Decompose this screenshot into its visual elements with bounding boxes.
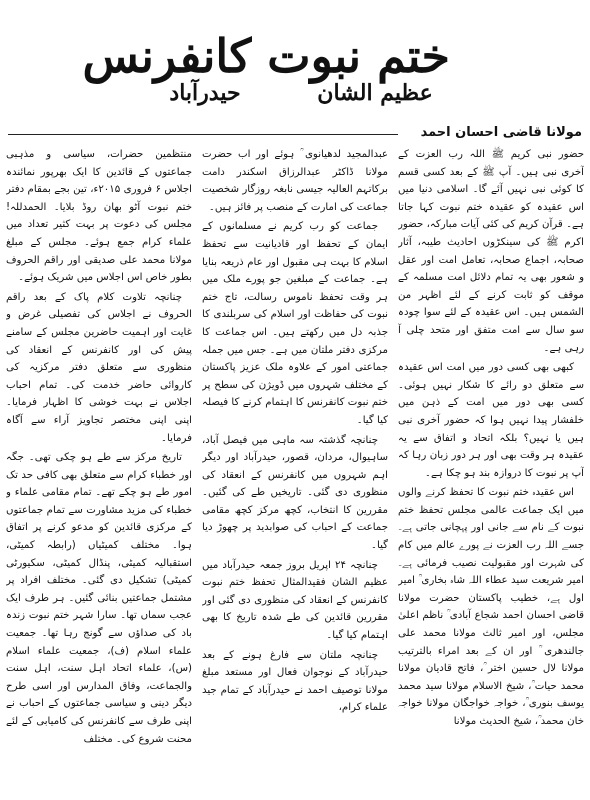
- paragraph: تاریخ مرکز سے طے ہو چکی تھی۔ جگہ اور خطباء کرام سے متعلق بھی کافی حد تک امور طے ہو چکے تھے۔ تمام مقامی علماء و خطباء کی مزید مشاورت سے تمام جماعتوں کے مرکزی قائدین کو مدعو کرنے پر اتفاق ہوا۔ مختلف کمیٹیاں (رابطہ کمیٹی، استقبالیہ کمیٹی، پنڈال کمیٹی، سکیورٹی کمیٹی) تشکیل دی گئی۔ مختلف افراد پر مشتمل جماعتیں بنائی گئیں۔ ہر طرف ایک عجب سماں تھا۔ سارا شہر ختم نبوت زندہ باد کی صداؤں سے گونج رہا تھا۔ جمعیت علماء اسلام (ف)، جمعیت علماء اسلام (س)، علماء اتحاد اہل سنت، اہل سنت والجماعت، وفاق المدارس اور اسی طرح دیگر دینی و سیاسی جماعتوں کے احباب نے اپنی طرف سے کانفرنس کی کامیابی کے لئے محنت شروع کی۔ مختلف: [6, 452, 192, 745]
- column-2: [202, 146, 388, 796]
- subhead-prefix: عظیم الشان: [317, 80, 433, 106]
- paragraph: چنانچہ ملتان سے فارغ ہونے کے بعد حیدرآباد کے نوجوان فعال اور مستعد مبلغ مولانا توصیف احمد نے حیدرآباد کے تمام جید علماء کرام،: [202, 649, 388, 714]
- paragraph: حضور نبی کریم ﷺ اللہ رب العزت کے آخری نبی ہیں۔ آپ ﷺ کے بعد کسی قسم کا کوئی نبی نہیں آئے گا۔ اسلامی دنیا میں اس عقیدہ کو عقیدہ ختم نبوت کہا جاتا ہے۔ قرآن کریم کی کئی آیات مبارکہ، حضور اکرم ﷺ کی سینکڑوں احادیث طیبہ، آثار صحابہ، اجماع صحابہ، تعامل امت اور عقل و شعور بھی یہ تمام دلائل امت مسلمہ کے موقف کو ثابت کرنے کے لئے اظہر من الشمس ہیں۔ اس عقیدہ کے لئے سوا چودہ سو سال سے امت متفق اور متحد چلی آ رہی ہے۔: [398, 149, 584, 354]
- paragraph: اس عقیدہ ختم نبوت کا تحفظ کرنے والوں میں ایک جماعت عالمی مجلس تحفظ ختم نبوت کے نام سے جانی اور پہچانی جاتی ہے۔ جسے اللہ رب العزت نے پورے عالم میں کام کی شہرت اور مقبولیت نصیب فرمائی ہے۔ امیر شریعت سید عطاء اللہ شاہ بخاری ؒ امیر اول ہے، خطیب پاکستان حضرت مولانا قاضی احسان احمد شجاع آبادی ؒ ناظم اعلیٰ مجلس، اور امیر ثالث مولانا محمد علی جالندھری ؒ اور ان کے بعد امراء بالترتیب مولانا لال حسین اختر ؒ، فاتح قادیان مولانا محمد حیات ؒ، شیخ الاسلام مولانا سید محمد یوسف بنوری ؒ، خواجہ خواجگان مولانا خواجہ خان محمد ؒ، شیخ الحدیث مولانا: [398, 487, 584, 727]
- paragraph: عبدالمجید لدھیانوی ؒ ہوئے اور اب حضرت مولانا ڈاکٹر عبدالرزاق اسکندر دامت برکاتہم العالیہ جیسی نابغہ روزگار شخصیت جماعت کی امارت کے منصب پر فائز ہیں۔: [202, 149, 388, 213]
- byline-rule: [8, 134, 398, 135]
- subhead-city: حیدرآباد: [169, 80, 241, 106]
- column-3: [6, 146, 192, 796]
- paragraph: چنانچہ ۲۴ اپریل بروز جمعہ حیدرآباد میں عظیم الشان فقیدالمثال تحفظ ختم نبوت کانفرنس کے انعقاد کی منظوری دی گئی اور مقررین قائدین کی طے شدہ تاریخ کا بھی اہتمام کیا گیا۔: [202, 559, 388, 642]
- paragraph: جماعت کو رب کریم نے مسلمانوں کے ایمان کے تحفظ اور قادیانیت سے تحفظ اسلام کا بہت ہی مقبول اور عام ذریعہ بنایا ہے۔ جماعت کے مبلغین جو پورے ملک میں ہر وقت تحفظ ناموس رسالت، تاج ختم نبوت کی حفاظت اور اسلام کی سربلندی کا جذبہ دل میں رکھتے ہیں۔ اس جماعت کا مرکزی دفتر ملتان میں ہے۔ جس میں جملہ جماعتی امور کے علاوہ ملک عزیز پاکستان کے مختلف شہروں میں ڈویژن کی سطح پر ختم نبوت کانفرنس کا اہتمام کرنے کا فیصلہ کیا گیا۔: [202, 221, 388, 426]
- article-body: [6, 146, 584, 796]
- paragraph: چنانچہ گذشتہ سہ ماہی میں فیصل آباد، ساہیوال، مردان، قصور، حیدرآباد اور دیگر اہم شہروں میں کانفرنس کے انعقاد کی منظوری دی گئی۔ تاریخیں طے کی گئیں۔ مقررین کا انتخاب، کچھ مرکز کچھ مقامی جماعت کے احباب کی صوابدید پر چھوڑ دیا گیا۔: [202, 434, 388, 552]
- paragraph: کبھی بھی کسی دور میں امت اس عقیدہ سے متعلق دو رائے کا شکار نہیں ہوئی۔ کسی بھی دور میں امت کے ذہن میں خلفشار پیدا نہیں ہوا کہ حضور آخری نبی ہیں یا نہیں؟ بلکہ اتحاد و اتفاق سے یہ عقیدہ ہر وقت بھی اور ہر دور زبان رہا کہ آپ پر نبوت کا دروازہ بند ہو چکا ہے۔: [398, 362, 584, 479]
- column-1: [398, 146, 584, 796]
- headline: ختم نبوت کانفرنس: [82, 29, 450, 83]
- article-header: [0, 0, 590, 120]
- paragraph: منتظمین حضرات، سیاسی و مذہبی جماعتوں کے قائدین کا ایک بھرپور نمائندہ اجلاس ۶ فروری ۲۰۱۵ء، تین بجے بمقام دفتر ختم نبوت آٹو بھان روڈ بلایا۔ الحمدللہ! مجلس کی دعوت پر بہت کثیر تعداد میں علماء کرام جمع ہوئے۔ مجلس کے مبلغ مولانا محمد علی صدیقی اور راقم الحروف بطور خاص اس اجلاس میں شریک ہوئے۔: [6, 149, 192, 284]
- byline: مولانا قاضی احسان احمد: [420, 125, 582, 140]
- paragraph: چنانچہ تلاوت کلام پاک کے بعد راقم الحروف نے اجلاس کی تفصیلی غرض و غایت اور اہمیت حاضرین مجلس کے سامنے پیش کی اور کانفرنس کے انعقاد کی منظوری سے متعلق دفتر مرکزیہ کی کاروائی حاضر خدمت کی۔ تمام احباب اجلاس نے بہت خوشی کا اظہار فرمایا۔ اپنی اپنی مختصر تجاویز آراء سے آگاہ فرمایا۔: [6, 291, 192, 444]
